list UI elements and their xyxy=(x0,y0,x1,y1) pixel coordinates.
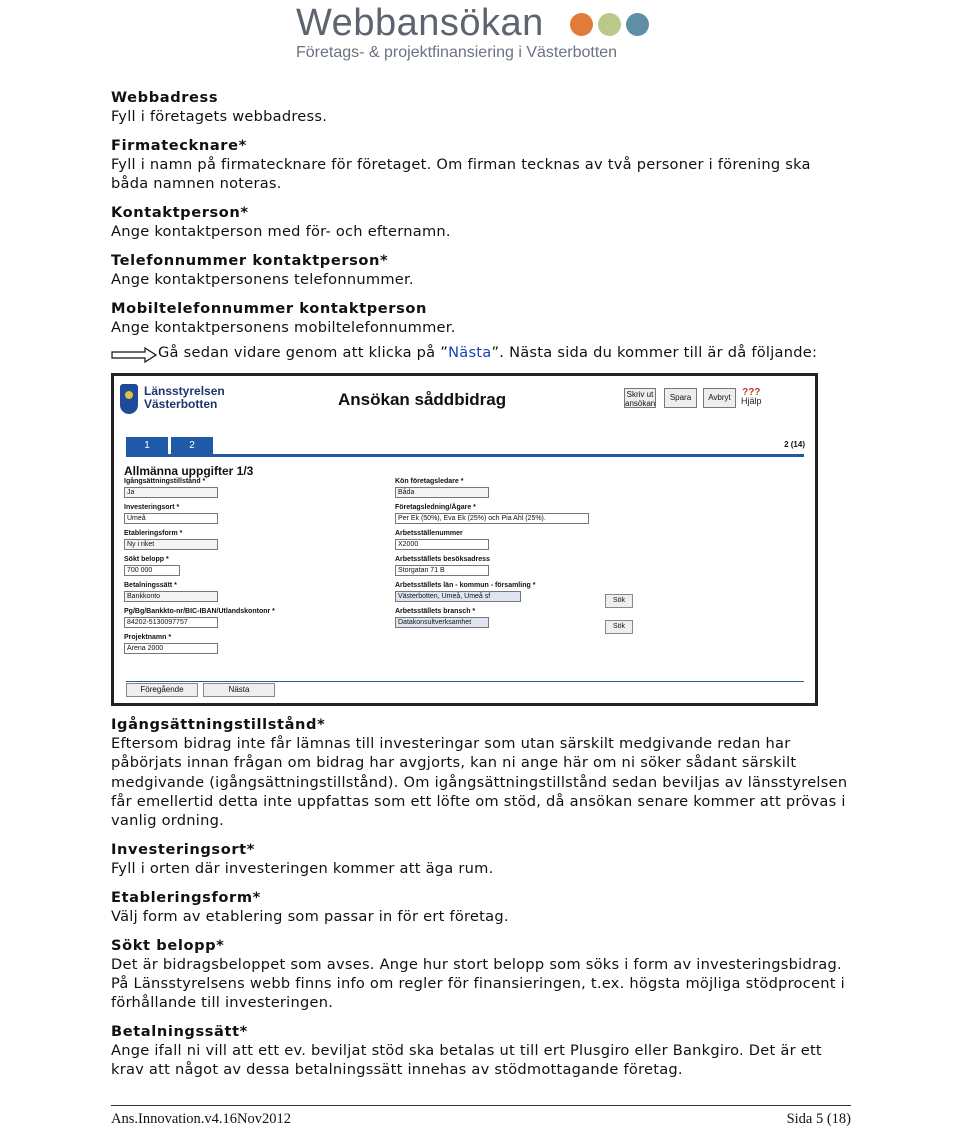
help-icon: ??? xyxy=(742,387,761,398)
print-button[interactable]: Skriv ut ansökan xyxy=(625,390,656,408)
logo-title: Webbansökan xyxy=(296,2,544,44)
arbetsstallenummer-input[interactable]: X2000 xyxy=(395,539,489,550)
field-label: Arbetsställets län - kommun - församling * xyxy=(395,582,536,589)
betalningssatt-select[interactable]: Bankkonto xyxy=(124,591,218,602)
section-investeringsort xyxy=(111,840,851,878)
field-label: Pg/Bg/Bankkto-nr/BIC-IBAN/Utlandskontonr * xyxy=(124,608,275,615)
search-button[interactable]: Sök xyxy=(605,620,633,634)
section-text: Fyll i namn på firmatecknare för företaget. Om firman tecknas av två personer i förening ska båda namnen noteras. xyxy=(111,156,811,193)
cancel-button[interactable]: Avbryt xyxy=(703,388,736,408)
besoksadress-input[interactable]: Storgatan 71 B xyxy=(395,565,489,576)
logo xyxy=(292,2,672,68)
section-telefonnummer xyxy=(111,251,851,289)
section-text: Det är bidragsbeloppet som avses. Ange hur stort belopp som söks i form av investeringsbidrag. På Länsstyrelsens webb finns info om regler för finansieringen, t.ex. högsta möjliga stödprocent i förhållande till investeringen. xyxy=(111,955,845,1012)
next-link[interactable]: Nästa xyxy=(448,344,492,361)
section-heading: Sökt belopp* xyxy=(111,936,225,954)
section-heading: Kontaktperson* xyxy=(111,204,249,222)
field-label: Betalningssätt * xyxy=(124,582,177,589)
kontonummer-input[interactable]: 84202-5130097757 xyxy=(124,617,218,628)
search-button[interactable]: Sök xyxy=(605,594,633,608)
section-heading: Webbadress xyxy=(111,89,219,106)
section-text: Ange kontaktpersonens telefonnummer. xyxy=(111,271,414,289)
top-sections xyxy=(111,88,851,347)
section-sokt-belopp xyxy=(111,936,851,1013)
field-label: Sökt belopp * xyxy=(124,556,169,563)
section-text: Fyll i företagets webbadress. xyxy=(111,108,328,126)
section-igangsattningstillstand xyxy=(111,715,851,830)
logo-dot-green xyxy=(598,13,621,36)
help-button[interactable] xyxy=(741,388,762,406)
section-heading: Betalningssätt* xyxy=(111,1022,248,1040)
document-version: Ans.Innovation.v4.16Nov2012 xyxy=(111,1111,292,1127)
section-heading: Etableringsform* xyxy=(111,888,261,906)
field-label: Etableringsform * xyxy=(124,530,183,537)
section-text: Ange ifall ni vill att ett ev. beviljat stöd ska betalas ut till ert Plusgiro eller Bankgiro. Det är ett krav att något av dessa betalningssätt innehas av stödmottagande företag. xyxy=(111,1042,822,1079)
section-heading: Mobiltelefonnummer kontaktperson xyxy=(111,299,427,317)
section-etableringsform xyxy=(111,888,851,926)
section-heading: Firmatecknare* xyxy=(111,136,247,154)
section-text: Fyll i orten där investeringen kommer att äga rum. xyxy=(111,859,494,877)
bottom-bar xyxy=(126,681,804,682)
etableringsform-select[interactable]: Ny i riket xyxy=(124,539,218,550)
tab-2[interactable]: 2 xyxy=(171,437,213,454)
field-label: Arbetsställets besöksadress xyxy=(395,556,490,563)
org-line-1: Länsstyrelsen xyxy=(144,384,225,398)
tab-1[interactable]: 1 xyxy=(126,437,168,454)
field-label: Investeringsort * xyxy=(124,504,180,511)
org-name xyxy=(144,385,225,411)
field-label: Projektnamn * xyxy=(124,634,172,641)
page-number: Sida 5 (18) xyxy=(786,1111,851,1127)
logo-dots xyxy=(570,13,649,36)
section-kontaktperson xyxy=(111,203,851,241)
arrow-right-icon xyxy=(111,347,157,363)
section-heading: Investeringsort* xyxy=(111,840,255,858)
section-text: Välj form av etablering som passar in för ert företag. xyxy=(111,907,509,925)
bransch-field: Datakonsultverksamhet xyxy=(395,617,489,628)
section-webbadress xyxy=(111,88,851,126)
previous-button[interactable]: Föregående xyxy=(126,683,198,697)
logo-dot-orange xyxy=(570,13,593,36)
instruction-before: Gå sedan vidare genom att klicka på ” xyxy=(158,344,449,361)
sokt-belopp-input[interactable]: 700 000 xyxy=(124,565,180,576)
instruction-line xyxy=(111,344,871,366)
logo-dot-blue xyxy=(626,13,649,36)
section-mobiltelefonnummer xyxy=(111,299,851,337)
help-label: Hjälp xyxy=(741,396,762,406)
next-button[interactable]: Nästa xyxy=(203,683,275,697)
step-tabs xyxy=(126,437,804,457)
page-footer xyxy=(111,1105,851,1127)
field-label: Arbetsställets bransch * xyxy=(395,608,476,615)
org-line-2: Västerbotten xyxy=(144,397,218,411)
embedded-form-screenshot xyxy=(111,373,818,706)
field-label: Arbetsställenummer xyxy=(395,530,463,537)
field-label: Kön företagsledare * xyxy=(395,478,464,485)
foretagsledning-input[interactable]: Per Ek (50%), Eva Ek (25%) och Pia Ahl (25%). xyxy=(395,513,589,524)
logo-subtitle: Företags- & projektfinansiering i Västerbotten xyxy=(296,44,618,61)
kon-select[interactable]: Båda xyxy=(395,487,489,498)
field-label: Företagsledning/Ägare * xyxy=(395,504,476,511)
instruction-after: ”. Nästa sida du kommer till är då följande: xyxy=(491,344,818,361)
section-heading: Igångsättningstillstånd* xyxy=(111,716,326,733)
field-label: Igångsättningstillstånd * xyxy=(124,478,206,485)
section-text: Ange kontaktpersonens mobiltelefonnummer. xyxy=(111,319,456,337)
instruction-text xyxy=(158,344,817,361)
section-firmatecknare xyxy=(111,136,851,194)
form-subtitle: Allmänna uppgifter 1/3 xyxy=(124,464,254,478)
igangsattning-select[interactable]: Ja xyxy=(124,487,218,498)
section-heading: Telefonnummer kontaktperson* xyxy=(111,251,389,269)
projektnamn-input[interactable]: Arena 2000 xyxy=(124,643,218,654)
bottom-sections xyxy=(111,715,851,1089)
crest-icon xyxy=(120,384,138,414)
page-indicator: 2 (14) xyxy=(784,440,805,449)
save-button[interactable]: Spara xyxy=(664,388,697,408)
lan-kommun-field: Västerbotten, Umeå, Umeå sf xyxy=(395,591,521,602)
section-text: Ange kontaktperson med för- och efternamn. xyxy=(111,223,451,241)
section-text: Eftersom bidrag inte får lämnas till investeringar som utan särskilt medgivande redan har påbörjats innan frågan om bidrag har avgjorts, kan ni ange här om ni söker sådant särskilt medgivande (igångsättningstillstånd). Om igångsättningstillstånd sedan beviljas av länsstyrelsen får emellertid detta inte uppfattas som ett löfte om stöd, då ansökan senare kommer att prövas i vanlig ordning. xyxy=(111,735,848,830)
section-betalningssatt xyxy=(111,1022,851,1080)
investeringsort-input[interactable]: Umeå xyxy=(124,513,218,524)
form-title: Ansökan såddbidrag xyxy=(338,390,507,409)
